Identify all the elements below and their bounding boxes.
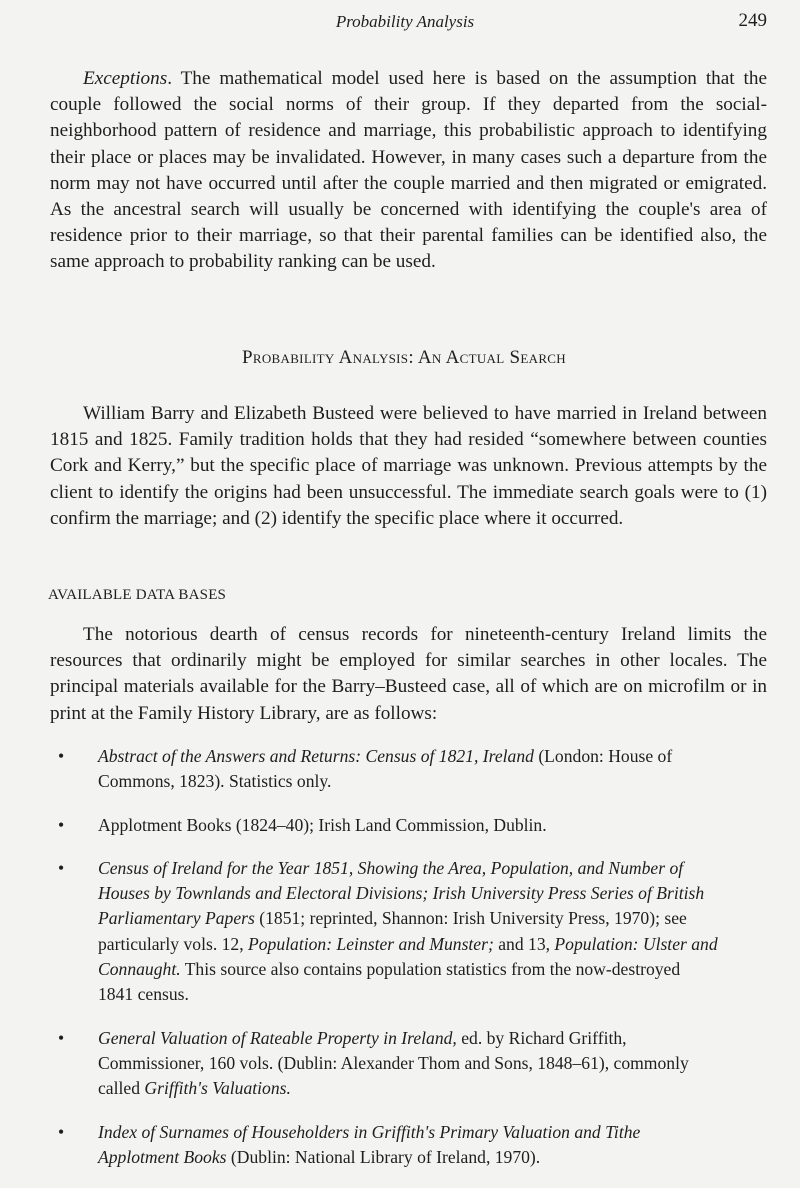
citation-title: Abstract of the Answers and Returns: Census of 1821, Ireland	[98, 746, 534, 766]
paragraph-search	[50, 401, 767, 532]
paragraph-search-text: William Barry and Elizabeth Busteed were believed to have married in Ireland between 1815 and 1825. Family tradition holds that they had resided “somewhere between counties Cork and Kerry,” but the specific place of marriage was unknown. Previous attempts by the client to identify the origins had been unsuccessful. The immediate search goals were to (1) confirm the marriage; and (2) identify the specific place where it occurred.	[50, 403, 767, 529]
bullet-icon: •	[58, 814, 65, 835]
exceptions-text: . The mathematical model used here is based on the assumption that the couple followed the social norms of their group. If they departed from the social-neighborhood pattern of residence and marriage, this probabilistic approach to identifying their place or places may be invalidated. However, in many cases such a departure from the norm may not have occurred until after the couple married and then migrated or emigrated. As the ancestral search will usually be concerned with identifying the couple's area of residence prior to their marriage, so that their parental families can be identified also, the same approach to probability ranking can be used.	[50, 68, 767, 273]
citation-text: This source also contains population statistics from the now-destroyed 1841 census.	[98, 959, 681, 1005]
running-title: Probability Analysis	[335, 12, 475, 31]
citation-title: Population: Leinster and Munster;	[248, 933, 494, 954]
citation-title: Population: Ulster and Connaught.	[98, 933, 718, 980]
citation-text: (1851; reprinted, Shannon: Irish University Press, 1970); see particularly vols. 12,	[98, 908, 687, 954]
bullet-icon: •	[58, 857, 65, 878]
bullet-icon: •	[58, 1121, 65, 1142]
running-head	[0, 10, 800, 36]
citation-title: Griffith's Valuations.	[144, 1078, 291, 1099]
citation-text: (Dublin: National Library of Ireland, 1970).	[226, 1146, 541, 1167]
citation-title: General Valuation of Rateable Property in Ireland,	[98, 1027, 457, 1048]
section-heading	[0, 347, 800, 369]
citation-text: ed. by Richard Griffith, Commissioner, 160 vols. (Dublin: Alexander Thom and Sons, 1848–61), commonly called	[98, 1027, 689, 1099]
citation-title: Index of Surnames of Householders in Griffith's Primary Valuation and Tithe Applotment Books	[98, 1121, 641, 1167]
section-heading-text: Probability Analysis: An Actual Search	[242, 347, 566, 368]
bullet-icon: •	[58, 746, 65, 766]
bibliography-item	[58, 1026, 718, 1102]
exceptions-lead: Exceptions	[83, 68, 168, 89]
citation-text: and 13,	[493, 933, 555, 954]
citation-title: Census of Ireland for the Year 1851, Showing the Area, Population, and Number of Houses by Townlands and Electoral Divisions; Irish University Press Series of British Parliamentary Papers	[98, 857, 705, 929]
citation-text: (London: House of Commons, 1823). Statistics only.	[98, 746, 673, 792]
bullet-icon: •	[58, 1027, 65, 1048]
bibliography-item	[58, 1120, 718, 1171]
paragraph-exceptions	[50, 66, 767, 276]
bibliography-list	[58, 744, 718, 1188]
bibliography-item	[58, 856, 718, 1008]
paragraph-databases	[50, 622, 767, 727]
bibliography-item	[58, 813, 718, 838]
citation-text: Applotment Books (1824–40); Irish Land Commission, Dublin.	[98, 814, 547, 835]
paragraph-databases-text: The notorious dearth of census records for nineteenth-century Ireland limits the resources that ordinarily might be employed for similar searches in other locales. The principal materials available for the Barry–Busteed case, all of which are on microfilm or in print at the Family History Library, are as follows:	[50, 624, 767, 724]
bibliography-item	[58, 744, 718, 795]
subheading-available-data-bases: AVAILABLE DATA BASES	[48, 587, 227, 603]
page-number: 249	[738, 10, 767, 31]
